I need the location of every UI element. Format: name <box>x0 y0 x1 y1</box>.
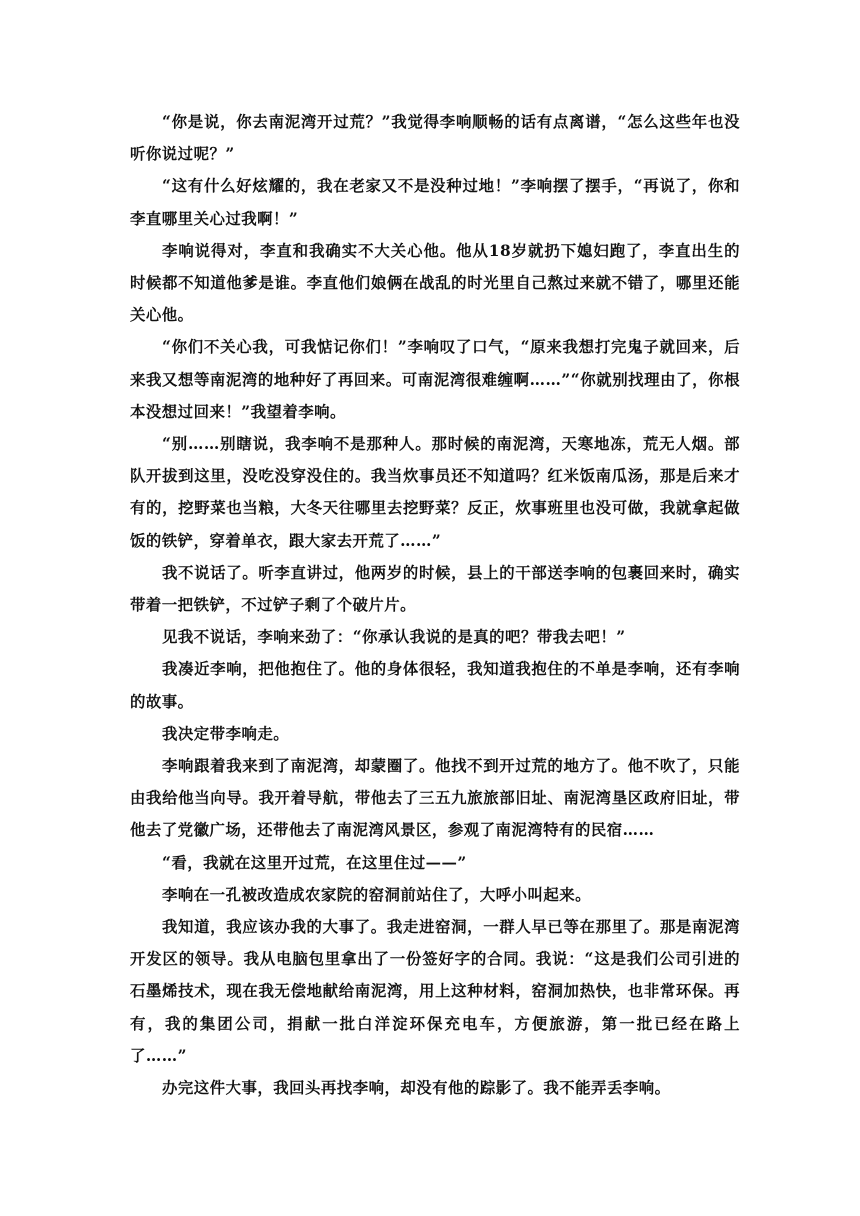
paragraph-12: 李响在一孔被改造成农家院的窑洞前站住了，大呼小叫起来。 <box>162 885 592 904</box>
paragraph-8: 我凑近李响，把他抱住了。他的身体很轻，我知道我抱住的不单是李响，还有李响的故事。 <box>130 660 740 711</box>
paragraph-6: 我不说话了。听李直讲过，他两岁的时候，县上的干部送李响的包裹回来时，确实带着一把铁铲，不过铲子剩了个破片片。 <box>130 563 740 615</box>
paragraph-3: 李响说得对，李直和我确实不大关心他。他从18岁就扔下媳妇跑了，李直出生的时候都不知道他爹是谁。李直他们娘俩在战乱的时光里自己熬过来就不错了，哪里还能关心他。 <box>130 241 740 325</box>
paragraph-4: “你们不关心我，可我惦记你们！”李响叹了口气，“原来我想打完鬼子就回来，后来我又想等南泥湾的地种好了再回来。可南泥湾很难缠啊……”“你就别找理由了，你根本没想过回来！”我望着李响。 <box>130 338 740 421</box>
paragraph-2: “这有什么好炫耀的，我在老家又不是没种过地！”李响摆了摆手，“再说了，你和李直哪里关心过我啊！” <box>130 177 740 228</box>
paragraph-9: 我决定带李响走。 <box>162 724 290 743</box>
paragraph-7: 见我不说话，李响来劲了：“你承认我说的是真的吧？带我去吧！” <box>162 628 626 647</box>
paragraph-11: “看，我就在这里开过荒，在这里住过——” <box>162 853 467 872</box>
document-body <box>130 106 740 1104</box>
paragraph-13: 我知道，我应该办我的大事了。我走进窑洞，一群人早已等在那里了。那是南泥湾开发区的领导。我从电脑包里拿出了一份签好字的合同。我说：“这是我们公司引进的石墨烯技术，现在我无偿地献给南泥湾，用上这种材料，窑洞加热快，也非常环保。再有，我的集团公司，捐献一批白洋淀环保充电车，方便旅游，第一批已经在路上了……” <box>130 918 740 1065</box>
paragraph-1: “你是说，你去南泥湾开过荒？”我觉得李响顺畅的话有点离谱，“怎么这些年也没听你说过呢？” <box>130 113 740 164</box>
paragraph-10: 李响跟着我来到了南泥湾，却蒙圈了。他找不到开过荒的地方了。他不吹了，只能由我给他当向导。我开着导航，带他去了三五九旅旅部旧址、南泥湾垦区政府旧址，带他去了党徽广场，还带他去了南泥湾风景区，参观了南泥湾特有的民宿…… <box>130 757 740 840</box>
paragraph-5: “别……别瞎说，我李响不是那种人。那时候的南泥湾，天寒地冻，荒无人烟。部队开拔到这里，没吃没穿没住的。我当炊事员还不知道吗？红米饭南瓜汤，那是后来才有的，挖野菜也当粮，大冬天往哪里去挖野菜？反正，炊事班里也没可做，我就拿起做饭的铁铲，穿着单衣，跟大家去开荒了……” <box>130 435 740 550</box>
paragraph-14: 办完这件大事，我回头再找李响，却没有他的踪影了。我不能弄丢李响。 <box>162 1079 671 1098</box>
